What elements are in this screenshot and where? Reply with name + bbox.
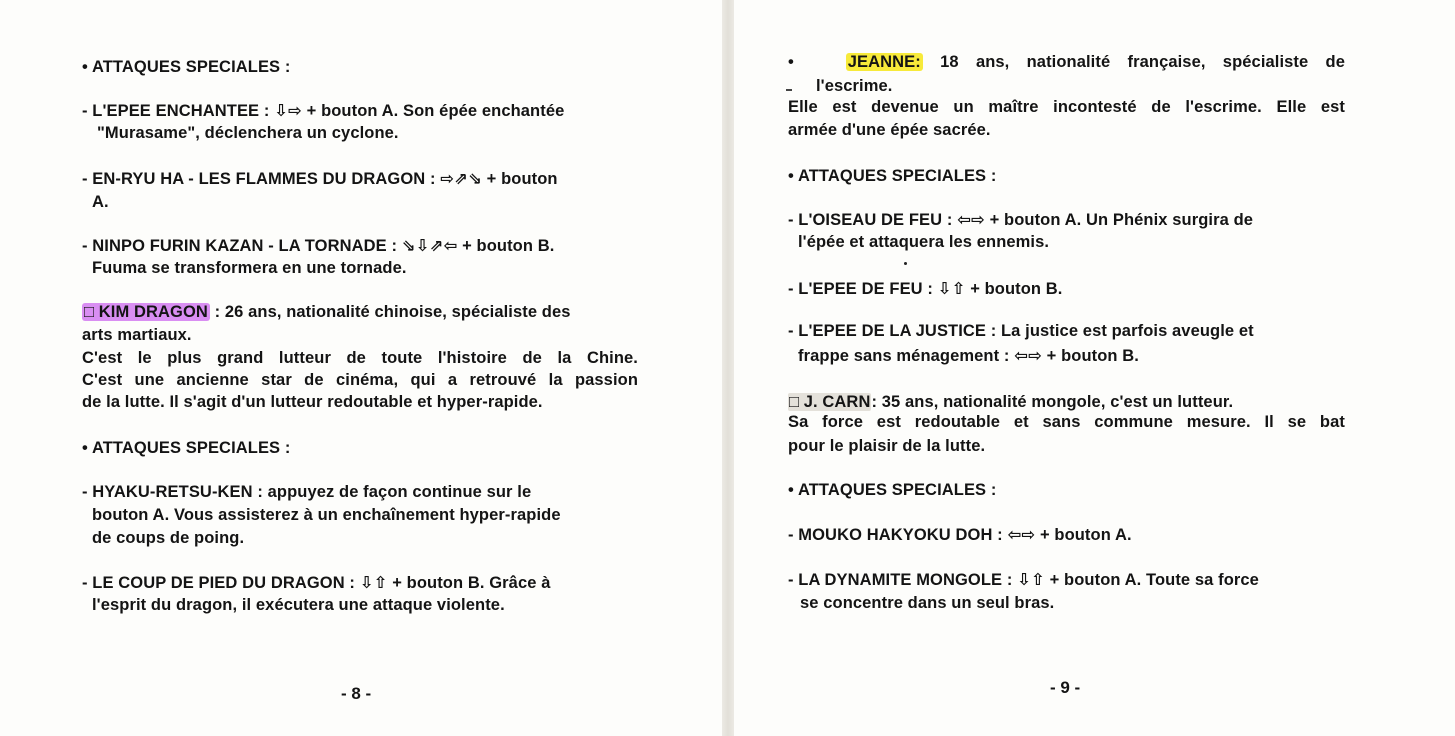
move-line: - EN-RYU HA - LES FLAMMES DU DRAGON : ⇨⇗⇘ + bouton <box>82 170 558 188</box>
bio-line: Elle est devenue un maître incontesté de l'escrime. Elle est <box>788 98 1345 116</box>
move-line: - L'EPEE DE FEU : ⇩⇧ + bouton B. <box>788 280 1063 298</box>
move-line: - MOUKO HAKYOKU DOH : ⇦⇨ + bouton A. <box>788 526 1132 544</box>
bio-line: pour le plaisir de la lutte. <box>788 437 986 455</box>
move-line: l'esprit du dragon, il exécutera une attaque violente. <box>92 596 505 614</box>
special-attacks-heading: • ATTAQUES SPECIALES : <box>82 439 291 457</box>
character-name-kim-dragon: □ KIM DRAGON <box>84 303 208 321</box>
move-line: Fuuma se transformera en une tornade. <box>92 259 407 277</box>
character-intro-line <box>788 53 1345 72</box>
special-attacks-heading: • ATTAQUES SPECIALES : <box>788 167 997 185</box>
page-gutter <box>722 0 734 736</box>
character-intro-text: 18 ans, nationalité française, spécialiste de <box>940 53 1346 71</box>
print-speck <box>904 262 907 265</box>
left-page <box>0 0 722 736</box>
character-intro-line <box>788 393 1233 412</box>
move-line: - L'OISEAU DE FEU : ⇦⇨ + bouton A. Un Phénix surgira de <box>788 211 1254 229</box>
bio-line: Sa force est redoutable et sans commune mesure. Il se bat <box>788 413 1345 431</box>
bio-line: armée d'une épée sacrée. <box>788 121 991 139</box>
move-line: bouton A. Vous assisterez à un enchaînement hyper-rapide <box>92 506 561 524</box>
character-intro-text: : 26 ans, nationalité chinoise, spécialiste des <box>214 303 571 321</box>
page-number: - 8 - <box>341 684 372 703</box>
character-intro-line <box>82 303 571 322</box>
special-attacks-heading: • ATTAQUES SPECIALES : <box>788 481 997 499</box>
move-line: - NINPO FURIN KAZAN - LA TORNADE : ⇘⇩⇗⇦ + bouton B. <box>82 237 555 255</box>
move-line: de coups de poing. <box>92 529 245 547</box>
move-line: se concentre dans un seul bras. <box>800 594 1055 612</box>
bio-line: de la lutte. Il s'agit d'un lutteur redoutable et hyper-rapide. <box>82 393 543 411</box>
move-line: "Murasame", déclenchera un cyclone. <box>97 124 399 142</box>
character-intro-text: : 35 ans, nationalité mongole, c'est un lutteur. <box>871 393 1234 411</box>
move-line: - L'EPEE DE LA JUSTICE : La justice est parfois aveugle et <box>788 322 1254 340</box>
print-mark <box>786 89 792 91</box>
character-name-j-carn: □ J. CARN <box>789 393 871 411</box>
move-line: A. <box>92 193 109 211</box>
move-line: - L'EPEE ENCHANTEE : ⇩⇨ + bouton A. Son épée enchantée <box>82 102 565 120</box>
bio-line: C'est le plus grand lutteur de toute l'histoire de la Chine. <box>82 349 638 367</box>
page-number: - 9 - <box>1050 678 1081 697</box>
special-attacks-heading: • ATTAQUES SPECIALES : <box>82 58 291 76</box>
bullet: • <box>788 53 794 71</box>
bio-line: arts martiaux. <box>82 326 192 344</box>
character-name-jeanne: JEANNE: <box>847 53 921 71</box>
bio-line: l'escrime. <box>816 77 893 95</box>
move-line: - LE COUP DE PIED DU DRAGON : ⇩⇧ + bouton B. Grâce à <box>82 574 551 592</box>
move-line: - LA DYNAMITE MONGOLE : ⇩⇧ + bouton A. Toute sa force <box>788 571 1259 589</box>
move-line: frappe sans ménagement : ⇦⇨ + bouton B. <box>798 347 1139 365</box>
bio-line: C'est une ancienne star de cinéma, qui a retrouvé la passion <box>82 371 638 389</box>
right-page <box>734 0 1455 736</box>
move-line: - HYAKU-RETSU-KEN : appuyez de façon continue sur le <box>82 483 532 501</box>
move-line: l'épée et attaquera les ennemis. <box>798 233 1050 251</box>
